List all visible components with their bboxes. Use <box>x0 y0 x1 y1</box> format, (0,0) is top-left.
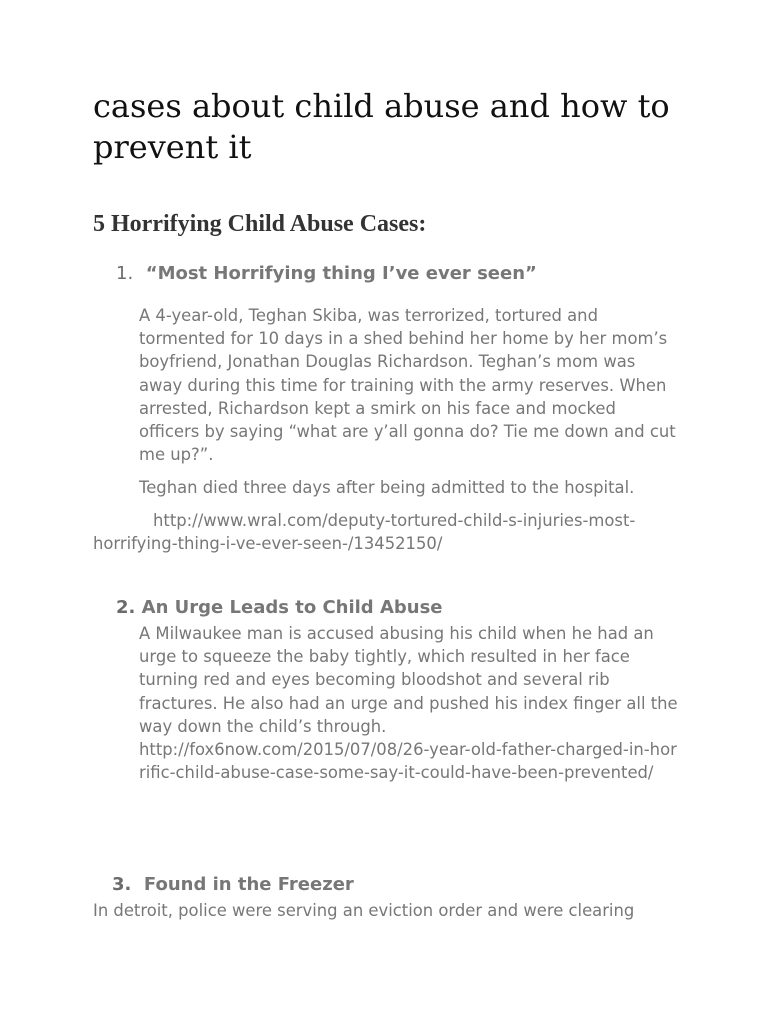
case-3-paragraph: In detroit, police were serving an eviction order and were clearing <box>93 901 635 920</box>
case-1-number: 1. <box>116 263 134 284</box>
document-title: cases about child abuse and how to prevent it <box>93 87 670 166</box>
case-1-heading <box>116 262 537 286</box>
case-3-title: Found in the Freezer <box>143 874 354 895</box>
case-2-heading <box>116 596 443 620</box>
case-1-source-link-line-1[interactable]: http://www.wral.com/deputy-tortured-child-s-injuries-most- <box>153 511 636 530</box>
case-1-paragraph-1: A 4-year-old, Teghan Skiba, was terrorized, tortured and tormented for 10 days in a shed behind her home by her mom’s boyfriend, Jonathan Douglas Richardson. Teghan’s mom was away during this time for training with the army reserves. When arrested, Richardson kept a smirk on his face and mocked officers by saying “what are y’all gonna do? Tie me down and cut me up?”. <box>139 306 676 465</box>
case-2-title: An Urge Leads to Child Abuse <box>141 597 443 618</box>
case-1-paragraph-2: Teghan died three days after being admitted to the hospital. <box>139 478 635 497</box>
section-heading: 5 Horrifying Child Abuse Cases: <box>93 211 427 237</box>
case-2-paragraph: A Milwaukee man is accused abusing his child when he had an urge to squeeze the baby tightly, which resulted in her face turning red and eyes becoming bloodshot and several rib fractures. He also had an urge and pushed his index finger all the way down the child’s through. <box>139 624 678 736</box>
case-1-title: “Most Horrifying thing I’ve ever seen” <box>145 263 537 284</box>
case-2-source-link[interactable]: http://fox6now.com/2015/07/08/26-year-old-father-charged-in-horrific-child-abuse-case-some-say-it-could-have-been-prevented/ <box>139 740 677 782</box>
case-2-number: 2. <box>116 597 136 618</box>
case-1-source-link-line-2[interactable]: horrifying-thing-i-ve-ever-seen-/13452150/ <box>93 534 443 553</box>
case-3-heading <box>112 873 354 897</box>
case-3-number: 3. <box>112 874 132 895</box>
